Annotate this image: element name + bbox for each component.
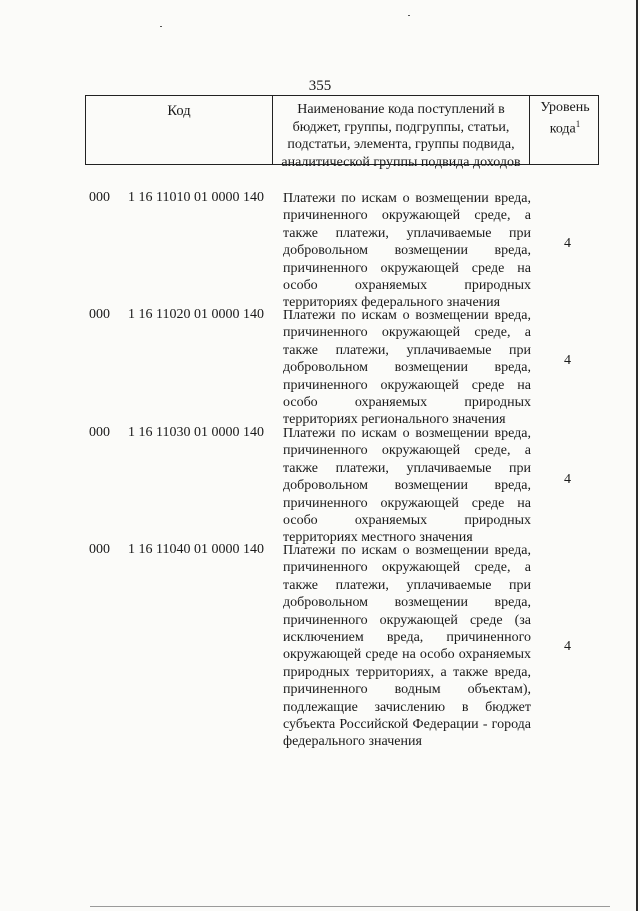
row-description: Платежи по искам о возмещении вреда, причиненного окружающей среде, а также платежи, уплачиваемые при добровольном возмещении вреда, причиненного окружающей среде на особо охраняемых природных территориях местного значения — [283, 426, 531, 546]
row-code: 1 16 11010 01 0000 140 — [128, 190, 264, 205]
table-header — [85, 95, 599, 170]
header-level-footnote: 1 — [575, 119, 581, 129]
row-level: 4 — [564, 236, 571, 251]
header-code-cell — [86, 96, 273, 164]
scan-edge-bottom — [90, 906, 610, 907]
scan-edge-right — [636, 0, 638, 911]
row-description: Платежи по искам о возмещении вреда, причиненного окружающей среде, а также платежи, уплачиваемые при добровольном возмещении вреда, причиненного окружающей среде на особо охраняемых природных территориях регионального значения — [283, 308, 531, 428]
header-code-label: Код — [167, 103, 191, 119]
header-name-label: Наименование кода поступлений в бюджет, группы, подгруппы, статьи, подстатьи, элемента, группы подвида, аналитической группы подвида доходов — [281, 102, 521, 170]
row-group-code: 000 — [89, 190, 110, 205]
row-group-code: 000 — [89, 542, 110, 557]
row-description: Платежи по искам о возмещении вреда, причиненного окружающей среде, а также платежи, уплачиваемые при добровольном возмещении вреда, причиненного окружающей среде на особо охраняемых природных территориях федерального значения — [283, 191, 531, 311]
row-level: 4 — [564, 472, 571, 487]
row-code: 1 16 11030 01 0000 140 — [128, 425, 264, 440]
row-group-code: 000 — [89, 425, 110, 440]
row-level: 4 — [564, 639, 571, 654]
row-code: 1 16 11020 01 0000 140 — [128, 307, 264, 322]
header-name-cell — [273, 96, 530, 170]
row-group-code: 000 — [89, 307, 110, 322]
header-level-label: Уровень кода — [540, 100, 590, 137]
header-level-cell — [530, 96, 600, 164]
row-code: 1 16 11040 01 0000 140 — [128, 542, 264, 557]
scan-speck — [408, 15, 410, 16]
page-number: 355 — [308, 78, 332, 94]
scan-speck — [160, 26, 162, 27]
row-description: Платежи по искам о возмещении вреда, причиненного окружающей среде, а также платежи, уплачиваемые при добровольном возмещении вреда, причиненного окружающей среде (за исключением вреда, причиненного окружающей среде на особо охраняемых природных территориях, а также вреда, причиненного водным объектам), подлежащие зачислению в бюджет субъекта Российской Федерации - города федерального значения — [283, 543, 531, 750]
row-level: 4 — [564, 353, 571, 368]
